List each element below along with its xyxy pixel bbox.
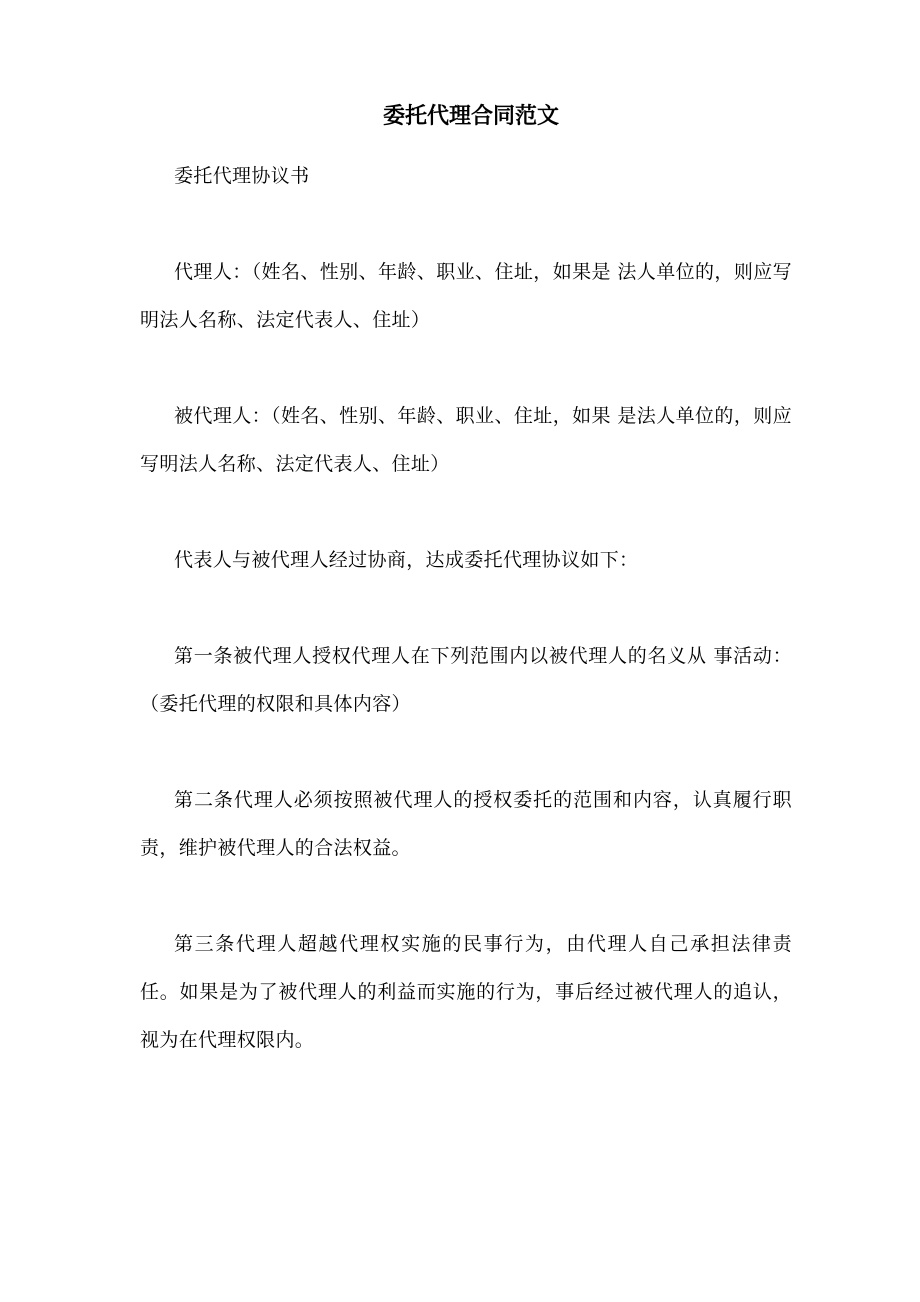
agreement-subtitle: 委托代理协议书 bbox=[174, 165, 310, 187]
article-one-paragraph: 第一条被代理人授权代理人在下列范围内以被代理人的名义从 事活动：（委托代理的权限和具体内容） bbox=[140, 645, 792, 715]
document-title: 委托代理合同范文 bbox=[382, 103, 559, 129]
article-two-paragraph: 第二条代理人必须按照被代理人的授权委托的范围和内容，认真履行职责，维护被代理人的合法权益。 bbox=[140, 789, 792, 859]
document-page bbox=[140, 96, 792, 1064]
principal-info-paragraph: 被代理人：（姓名、性别、年龄、职业、住址，如果 是法人单位的，则应写明法人名称、法定代表人、住址） bbox=[140, 405, 792, 475]
article-three-paragraph: 第三条代理人超越代理权实施的民事行为，由代理人自己承担法律责任。如果是为了被代理人的利益而实施的行为，事后经过被代理人的追认，视为在代理权限内。 bbox=[140, 933, 792, 1051]
agent-info-paragraph: 代理人：（姓名、性别、年龄、职业、住址，如果是 法人单位的，则应写明法人名称、法定代表人、住址） bbox=[140, 261, 792, 331]
agreement-intro-paragraph: 代表人与被代理人经过协商，达成委托代理协议如下： bbox=[174, 549, 639, 571]
